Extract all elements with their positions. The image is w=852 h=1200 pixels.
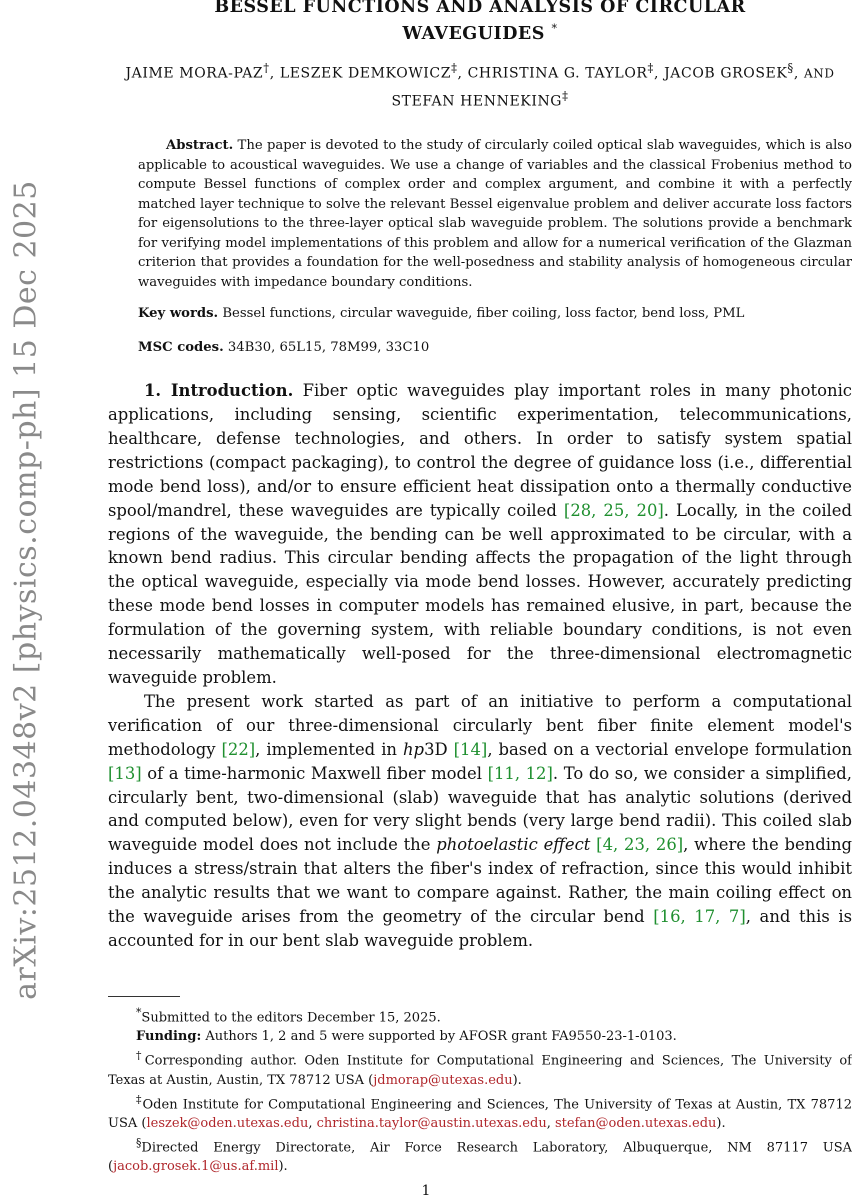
arxiv-identifier-text: arXiv:2512.04348v2 [physics.comp-ph] 15 Dec 2025 [8,180,44,1000]
citation-link[interactable]: [28, 25, 20] [563,500,664,520]
page-body [108,0,852,953]
abstract [108,136,852,292]
title-footnote-mark: * [551,22,558,35]
msc-label: MSC codes. [138,339,224,355]
emphasis: photoelastic effect [436,835,591,855]
abstract-label: Abstract. [166,138,234,154]
intro-paragraph-1: 1. Introduction. Fiber optic waveguides play important roles in many photonic applications, including sensing, scientific experimentation, telecommunications, healthcare, defense technologies, and others. In order to satisfy system spatial restrictions (compact packaging), to control the degree of guidance loss (i.e., differential mode bend loss), and/or to ensure efficient heat dissipation onto a thermally conductive spool/mandrel, these waveguides are typically coiled [28, 25, 20]. Locally, in the coiled regions of the waveguide, the bending can be well approximated to be circular, with a known bend radius. This circular bending affects the propagation of the light through the optical waveguide, especially via mode bend losses. However, accurately predicting these mode bend losses in computer models has remained elusive, in part, because the formulation of the governing system, with reliable boundary conditions, is not even necessarily mathematically well-posed for the three-dimensional electromagnetic waveguide problem. [108,381,852,688]
author-list: JAIME MORA-PAZ†, LESZEK DEMKOWICZ‡, CHRISTINA G. TAYLOR‡, JACOB GROSEK§, AND STEFAN HENNEKING‡ [125,60,835,111]
keywords-label: Key words. [138,306,219,322]
citation-link[interactable]: [13] [108,763,142,783]
footnote-rule [108,996,180,997]
footnote-corresponding: †Corresponding author. Oden Institute for Computational Engineering and Sciences, The University of Texas at Austin, Austin, TX 78712 USA (jdmorap@utexas.edu). [108,1049,852,1088]
email-link[interactable]: christina.taylor@austin.utexas.edu [316,1115,547,1131]
paper-title: BESSEL FUNCTIONS AND ANALYSIS OF CIRCULAR WAVEGUIDES * [214,0,746,44]
footnote-funding: Funding: Authors 1, 2 and 5 were supported by AFOSR grant FA9550-23-1-0103. [136,1029,677,1045]
citation-link[interactable]: [11, 12] [487,763,553,783]
arxiv-identifier [6,150,46,1030]
page-number: 1 [421,1183,431,1199]
email-link[interactable]: stefan@oden.utexas.edu [554,1115,717,1131]
footnote-oden: ‡Oden Institute for Computational Engineering and Sciences, The University of Texas at Austin, TX 78712 USA (leszek@oden.utexas.edu, christina.taylor@austin.utexas.edu, stefan@oden.utexas.edu). [108,1092,852,1131]
citation-link[interactable]: [16, 17, 7] [653,907,746,927]
msc-codes [108,338,852,358]
intro-paragraph-2: The present work started as part of an initiative to perform a computational verification of our three-dimensional circularly bent fiber finite element model's methodology [22], implemented in hp3D [14], based on a vectorial envelope formulation [13] of a time-harmonic Maxwell fiber model [11, 12]. To do so, we consider a simplified, circularly bent, two-dimensional (slab) waveguide that has analytic solutions (derived and computed below), even for very slight bends (very large bend radii). This coiled slab waveguide model does not include the photoelastic effect [4, 23, 26], where the bending induces a stress/strain that alters the fiber's index of refraction, since this would inhibit the analytic results that we want to compare against. Rather, the main coiling effect on the waveguide arises from the geometry of the circular bend [16, 17, 7], and this is accounted for in our bent slab waveguide problem. [108,691,852,950]
introduction-section [108,379,852,953]
section-heading: 1. Introduction. [144,381,294,401]
citation-link[interactable]: [14] [453,739,488,759]
msc-text: 34B30, 65L15, 78M99, 33C10 [227,339,430,355]
keywords [108,304,852,324]
citation-link[interactable]: [22] [221,739,256,759]
email-link[interactable]: leszek@oden.utexas.edu [146,1115,309,1131]
footnote-afrl: §Directed Energy Directorate, Air Force Research Laboratory, Albuquerque, NM 87117 USA (jacob.grosek.1@us.af.mil). [108,1135,852,1175]
abstract-text: The paper is devoted to the study of circularly coiled optical slab waveguides, which is also applicable to acoustical waveguides. We use a change of variables and the classical Frobenius method to compute Bessel functions of complex order and complex argument, and combine it with a perfectly matched layer technique to solve the relevant Bessel eigenvalue problem and deliver accurate loss factors for eigensolutions to the three-layer optical slab waveguide problem. The solutions provide a benchmark for verifying model implementations of this problem and allow for a numerical verification of the Glazman criterion that provides a foundation for the well-posedness and stability analysis of homogeneous circular waveguides with impedance boundary conditions. [138,138,852,290]
footnotes [108,996,852,1176]
footnote-submitted: *Submitted to the editors December 15, 2025. [136,1006,441,1026]
email-link[interactable]: jdmorap@utexas.edu [373,1072,513,1088]
email-link[interactable]: jacob.grosek.1@us.af.mil [113,1159,279,1175]
citation-link[interactable]: [4, 23, 26] [596,835,684,855]
keywords-text: Bessel functions, circular waveguide, fiber coiling, loss factor, bend loss, PML [222,306,745,322]
